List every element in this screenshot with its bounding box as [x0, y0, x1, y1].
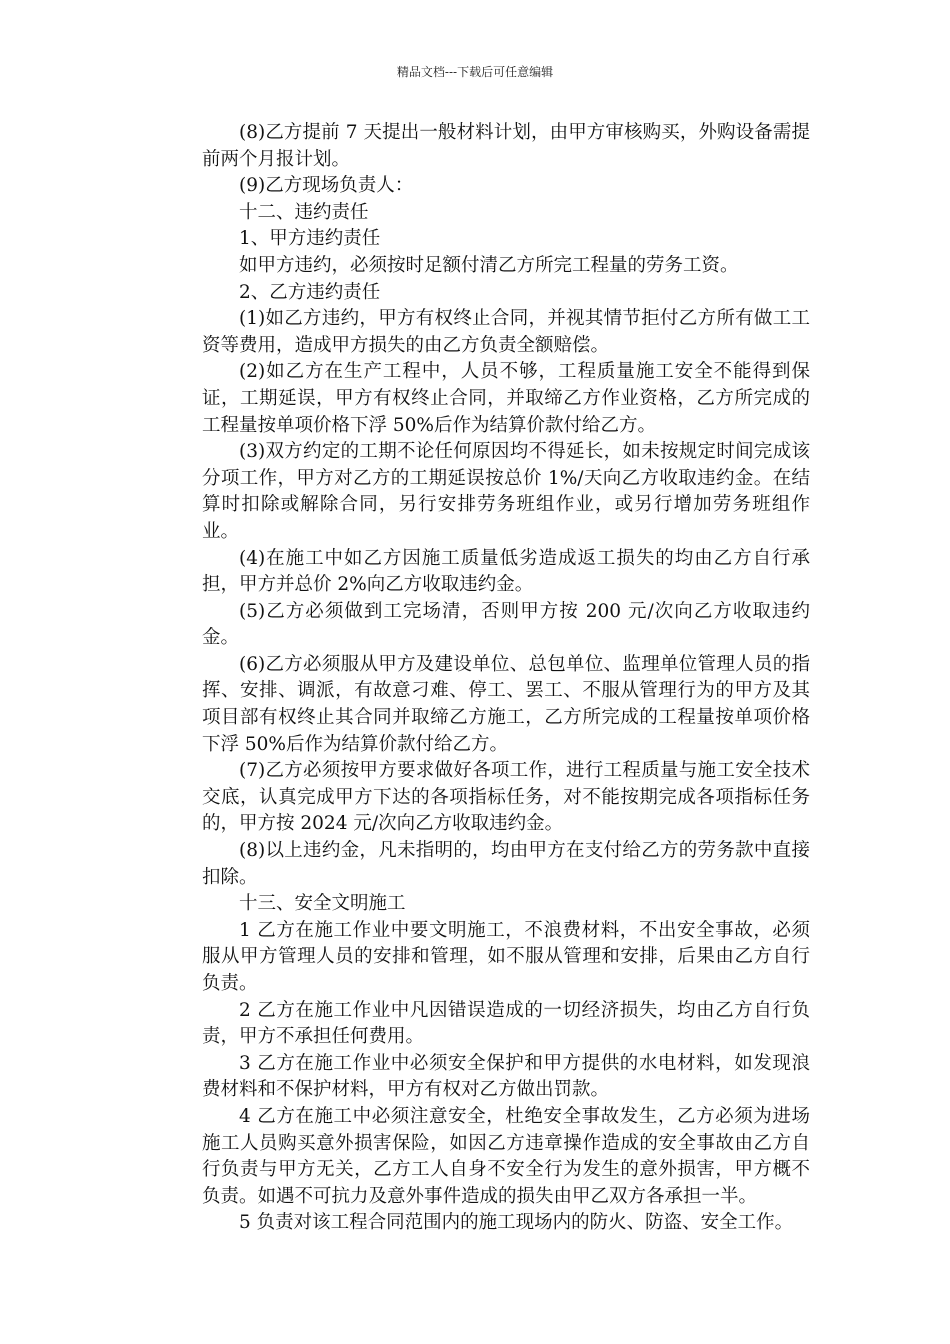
- subsection-heading: 2、乙方违约责任: [239, 281, 381, 303]
- paragraph: (9)乙方现场负责人：: [239, 175, 414, 197]
- paragraph: 5 负责对该工程合同范围内的施工现场内的防火、防盗、安全工作。: [239, 1212, 794, 1234]
- paragraph: 1 乙方在施工作业中要文明施工，不浪费材料，不出安全事故，必须服从甲方管理人员的安排和管理，如不服从管理和安排，后果由乙方自行负责。: [202, 919, 810, 994]
- paragraph: (8)乙方提前 7 天提出一般材料计划，由甲方审核购买，外购设备需提前两个月报计划。: [202, 122, 810, 170]
- paragraph: (7)乙方必须按甲方要求做好各项工作，进行工程质量与施工安全技术交底，认真完成甲方下达的各项指标任务，对不能按期完成各项指标任务的，甲方按 2024 元/次向乙方收取违约金。: [202, 760, 810, 835]
- paragraph: (2)如乙方在生产工程中，人员不够，工程质量施工安全不能得到保证，工期延误，甲方有权终止合同，并取缔乙方作业资格，乙方所完成的工程量按单项价格下浮 50%后作为结算价款付给乙方。: [202, 361, 810, 436]
- paragraph: 4 乙方在施工中必须注意安全，杜绝安全事故发生，乙方必须为进场施工人员购买意外损害保险，如因乙方违章操作造成的安全事故由乙方自行负责与甲方无关，乙方工人自身不安全行为发生的意外损害，甲方概不负责。如遇不可抗力及意外事件造成的损失由甲乙双方各承担一半。: [202, 1105, 810, 1207]
- section-heading: 十二、违约责任: [239, 201, 369, 223]
- paragraph: 3 乙方在施工作业中必须安全保护和甲方提供的水电材料，如发现浪费材料和不保护材料，甲方有权对乙方做出罚款。: [202, 1052, 810, 1101]
- paragraph: (4)在施工中如乙方因施工质量低劣造成返工损失的均由乙方自行承担，甲方并总价 2%向乙方收取违约金。: [202, 547, 810, 596]
- paragraph: (3)双方约定的工期不论任何原因均不得延长，如未按规定时间完成该分项工作，甲方对乙方的工期延误按总价 1%/天向乙方收取违约金。在结算时扣除或解除合同，另行安排劳务班组作业，或另行增加劳务班组作业。: [202, 441, 810, 542]
- section-heading: 十三、安全文明施工: [239, 893, 406, 915]
- paragraph: (1)如乙方违约，甲方有权终止合同，并视其情节拒付乙方所有做工工资等费用，造成甲方损失的由乙方负责全额赔偿。: [202, 308, 810, 356]
- page-header: 精品文档---下载后可任意编辑: [396, 65, 554, 79]
- paragraph: 如甲方违约，必须按时足额付清乙方所完工程量的劳务工资。: [239, 254, 739, 276]
- paragraph: (5)乙方必须做到工完场清，否则甲方按 200 元/次向乙方收取违约金。: [202, 600, 810, 649]
- paragraph: (8)以上违约金，凡未指明的，均由甲方在支付给乙方的劳务款中直接扣除。: [202, 840, 810, 888]
- document-body: [202, 120, 810, 1237]
- paragraph: (6)乙方必须服从甲方及建设单位、总包单位、监理单位管理人员的指挥、安排、调派，有故意刁难、停工、罢工、不服从管理行为的甲方及其项目部有权终止其合同并取缔乙方施工，乙方所完成的工程量按单项价格下浮 50%后作为结算价款付给乙方。: [202, 653, 810, 755]
- paragraph: 2 乙方在施工作业中凡因错误造成的一切经济损失，均由乙方自行负责，甲方不承担任何费用。: [202, 999, 810, 1048]
- subsection-heading: 1、甲方违约责任: [239, 228, 381, 250]
